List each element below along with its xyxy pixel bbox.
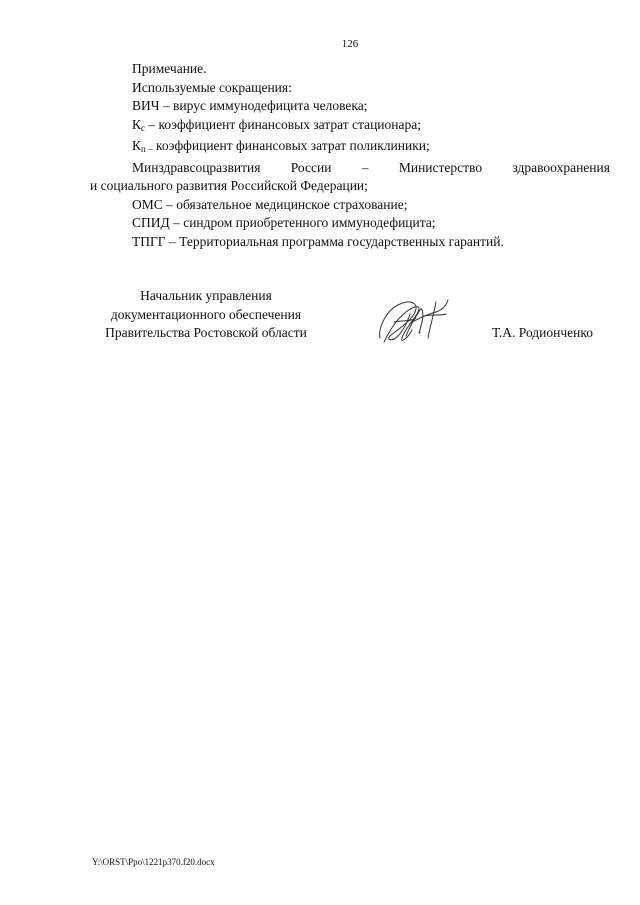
position-line: Начальник управления [140, 288, 272, 303]
kp-symbol: К [132, 138, 142, 153]
signatory-position [86, 287, 326, 343]
abbreviation-spid: СПИД – синдром приобретенного иммунодефицита; [132, 215, 436, 230]
abbreviation-tpgg: ТПГГ – Территориальная программа государственных гарантий. [132, 233, 504, 249]
page-number: 126 [341, 38, 359, 50]
minzdrav-word: здравоохранения [512, 159, 610, 175]
minzdrav-word: – [361, 159, 369, 175]
ks-text: – коэффициент финансовых затрат стационара; [145, 116, 421, 132]
minzdrav-word: России [290, 159, 332, 175]
signatory-name: Т.А. Родионченко [492, 325, 593, 340]
minzdrav-word: Минздравсоцразвития [132, 159, 261, 175]
handwritten-signature [376, 292, 460, 346]
abbreviation-oms: ОМС – обязательное медицинское страхование; [132, 196, 408, 212]
minzdrav-word: Министерство [398, 159, 483, 175]
file-path: Y:\ORST\Ppo\1221p370.f20.docx [92, 857, 215, 867]
position-line: Правительства Ростовской области [105, 325, 307, 340]
kp-subscript: п – [141, 144, 153, 154]
ks-symbol: К [132, 116, 142, 132]
note-heading: Примечание. [132, 61, 207, 76]
abbreviation-minzdrav [90, 159, 610, 178]
abbreviation-ks [90, 116, 610, 138]
note-block [90, 60, 610, 251]
kp-text: коэффициент финансовых затрат поликлиники; [152, 138, 430, 153]
ks-subscript: с [141, 122, 146, 133]
abbreviation-kp [90, 137, 610, 159]
abbreviations-intro: Используемые сокращения: [132, 79, 292, 95]
abbreviation-minzdrav-continued: и социального развития Российской Федерации; [90, 178, 368, 193]
abbreviation-hiv: ВИЧ – вирус иммунодефицита человека; [132, 98, 368, 113]
position-line: документационного обеспечения [110, 306, 302, 322]
